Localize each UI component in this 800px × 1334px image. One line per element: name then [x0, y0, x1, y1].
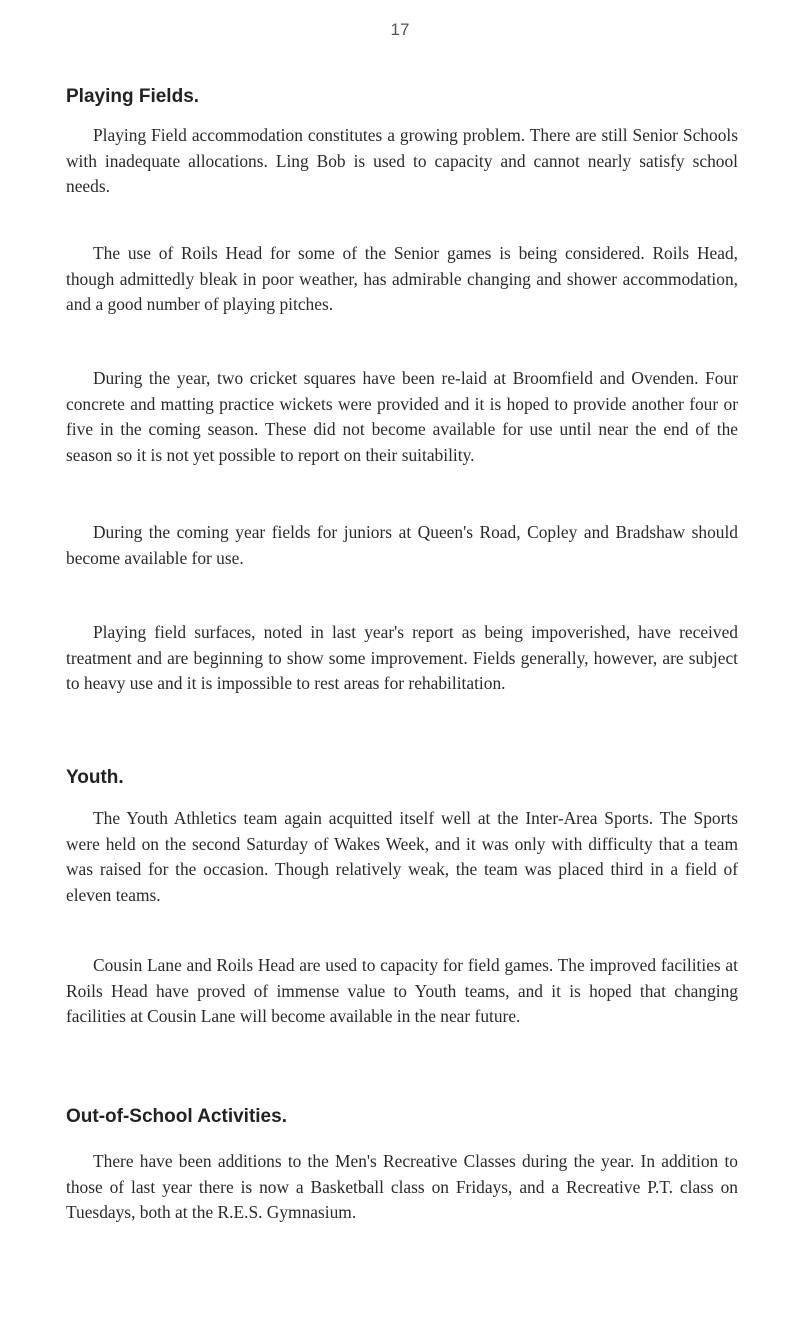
paragraph	[66, 806, 738, 908]
paragraph-text: The use of Roils Head for some of the Senior games is being considered. Roils Head, though admittedly bleak in poor weather, has admirable changing and shower accommodation, and a good number of playing pitches.	[66, 243, 738, 314]
paragraph-text: The Youth Athletics team again acquitted itself well at the Inter-Area Sports. The Sports were held on the second Saturday of Wakes Week, and it was only with difficulty that a team was raised for the occasion. Though relatively weak, the team was placed third in a field of eleven teams.	[66, 808, 738, 905]
paragraph-text: During the coming year fields for juniors at Queen's Road, Copley and Bradshaw should become available for use.	[66, 522, 738, 568]
paragraph-text: During the year, two cricket squares have been re-laid at Broomfield and Ovenden. Four concrete and matting practice wickets were provided and it is hoped to provide another four or five in the coming season. These did not become available for use until near the end of the season so it is not yet possible to report on their suitability.	[66, 368, 738, 465]
section-playing-fields	[66, 86, 738, 108]
section-out-of-school	[66, 1106, 738, 1128]
paragraph	[66, 123, 738, 200]
paragraph-text: Playing field surfaces, noted in last year's report as being impoverished, have received treatment and are beginning to show some improvement. Fields generally, however, are subject to heavy use and it is impossible to rest areas for rehabilitation.	[66, 622, 738, 693]
paragraph	[66, 620, 738, 697]
paragraph	[66, 1149, 738, 1226]
section-heading: Out-of-School Activities.	[66, 1106, 287, 1127]
paragraph-text: Cousin Lane and Roils Head are used to capacity for field games. The improved facilities at Roils Head have proved of immense value to Youth teams, and it is hoped that changing facilities at Cousin Lane will become available in the near future.	[66, 955, 738, 1026]
paragraph-text: There have been additions to the Men's Recreative Classes during the year. In addition to those of last year there is now a Basketball class on Fridays, and a Recreative P.T. class on Tuesdays, both at the R.E.S. Gymnasium.	[66, 1151, 738, 1222]
paragraph	[66, 241, 738, 318]
paragraph-text: Playing Field accommodation constitutes a growing problem. There are still Senior Schools with inadequate allocations. Ling Bob is used to capacity and cannot nearly satisfy school needs.	[66, 125, 738, 196]
section-heading: Youth.	[66, 767, 124, 788]
paragraph	[66, 366, 738, 468]
section-heading: Playing Fields.	[66, 86, 200, 107]
page-number: 17	[390, 20, 410, 39]
paragraph	[66, 953, 738, 1030]
section-youth	[66, 767, 738, 789]
paragraph	[66, 520, 738, 571]
